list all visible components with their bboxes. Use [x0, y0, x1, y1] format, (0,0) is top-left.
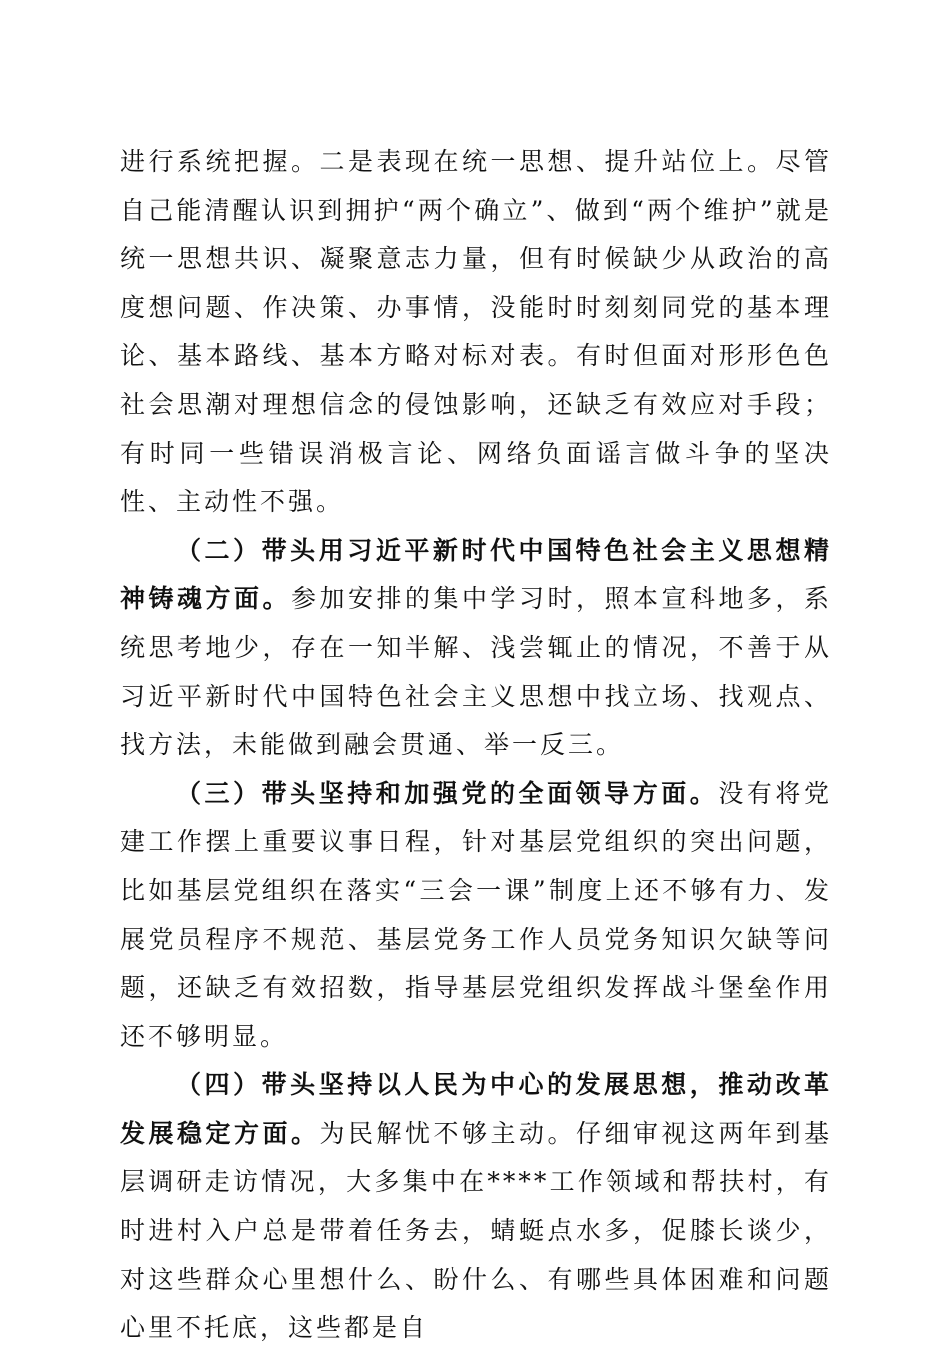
paragraph-section-2 — [120, 527, 832, 770]
section-3-heading: （三）带头坚持和加强党的全面领导方面。 — [176, 778, 719, 808]
section-3-body: 没有将党建工作摆上重要议事日程，针对基层党组织的突出问题，比如基层党组织在落实“三会一课”制度上还不够有力、发展党员程序不规范、基层党务工作人员党务知识欠缺等问题，还缺乏有效招数，指导基层党组织发挥战斗堡垒作用还不够明显。 — [120, 778, 832, 1051]
paragraph-section-4 — [120, 1061, 832, 1353]
section-2-body: 参加安排的集中学习时，照本宣科地多，系统思考地少，存在一知半解、浅尝辄止的情况，不善于从习近平新时代中国特色社会主义思想中找立场、找观点、找方法，未能做到融会贯通、举一反三。 — [120, 584, 832, 760]
document-page — [120, 138, 832, 1353]
section-4-heading: （四）带头坚持以人民为中心的发展思想，推动改革发展稳定方面。 — [120, 1070, 832, 1148]
section-4-body: 为民解忧不够主动。仔细审视这两年到基层调研走访情况，大多集中在****工作领域和帮扶村，有时进村入户总是带着任务去，蜻蜓点水多，促膝长谈少，对这些群众心里想什么、盼什么、有哪些具体困难和问题心里不托底，这些都是自 — [120, 1118, 832, 1343]
paragraph-section-3 — [120, 770, 832, 1062]
paragraph-continuation — [120, 138, 832, 527]
section-2-heading: （二）带头用习近平新时代中国特色社会主义思想精神铸魂方面。 — [120, 535, 832, 614]
paragraph-1-body: 进行系统把握。二是表现在统一思想、提升站位上。尽管自己能清醒认识到拥护“两个确立”、做到“两个维护”就是统一思想共识、凝聚意志力量，但有时候缺少从政治的高度想问题、作决策、办事情，没能时时刻刻同党的基本理论、基本路线、基本方略对标对表。有时但面对形形色色社会思潮对理想信念的侵蚀影响，还缺乏有效应对手段；有时同一些错误消极言论、网络负面谣言做斗争的坚决性、主动性不强。 — [120, 147, 832, 517]
